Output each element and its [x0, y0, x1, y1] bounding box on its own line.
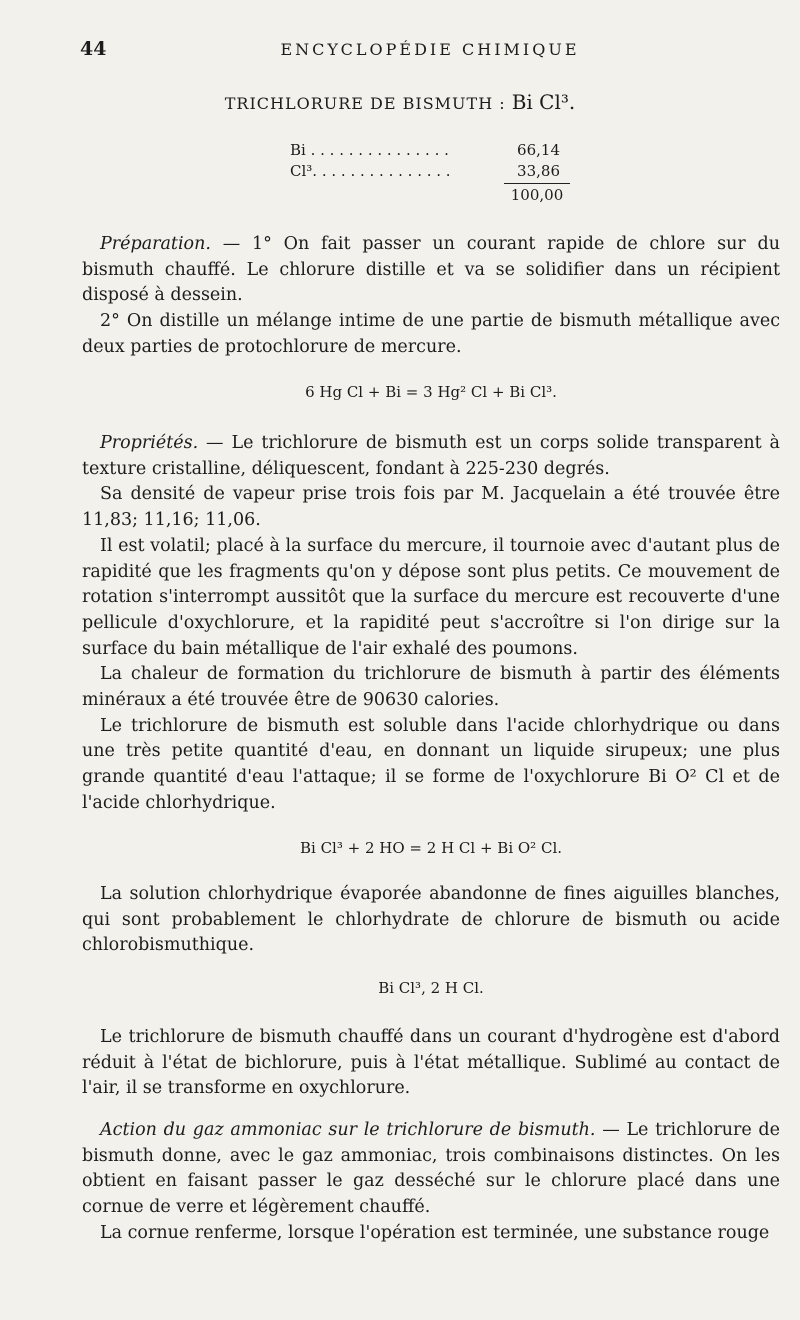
running-title: ENCYCLOPÉDIE CHIMIQUE	[280, 40, 580, 59]
paragraph: La chaleur de formation du trichlorure de bismuth à partir des éléments minéraux a été trouvée être de 90630 calories.	[82, 664, 780, 711]
composition-total: 100,00	[510, 186, 564, 204]
paragraph	[82, 431, 780, 482]
composition-row	[290, 161, 570, 182]
section-title-formula: Bi Cl³.	[511, 90, 576, 114]
equation-block	[82, 976, 780, 1002]
page-number: 44	[80, 38, 107, 60]
page-header	[80, 38, 780, 68]
equation: Bi Cl³ + 2 HO = 2 H Cl + Bi O² Cl.	[299, 839, 563, 857]
preparation-section	[82, 232, 780, 361]
properties-section	[82, 431, 780, 817]
paragraph: La cornue renferme, lorsque l'opération est terminée, une substance rouge	[100, 1222, 770, 1243]
paragraph: Sa densité de vapeur prise trois fois par M. Jacquelain a été trouvée être 11,83; 11,16; 11,06.	[82, 484, 780, 531]
composition-row	[290, 140, 570, 161]
composition-rule	[504, 183, 570, 184]
paragraph-text: — Le trichlorure de bismuth donne, avec le gaz ammoniac, trois combinaisons distinctes. On les obtient en faisant passer le gaz desséché sur le chlorure placé dans une cornue de verre et légèrement chauffé.	[82, 1120, 780, 1218]
equation: Bi Cl³, 2 H Cl.	[378, 979, 484, 997]
equation-block	[82, 380, 780, 406]
composition-value: 66,14	[517, 141, 560, 159]
paragraph: La solution chlorhydrique évaporée abandonne de fines aiguilles blanches, qui sont probablement le chlorhydrate de chlorure de bismuth ou acide chlorobismuthique.	[82, 884, 780, 956]
section-title-text: TRICHLORURE DE BISMUTH :	[224, 94, 506, 113]
paragraph	[82, 232, 780, 309]
composition-element: Bi	[290, 141, 306, 159]
paragraph: 2° On distille un mélange intime de une partie de bismuth métallique avec deux parties de protochlorure de mercure.	[82, 311, 780, 357]
ammonia-section	[82, 1118, 780, 1247]
paragraph: Il est volatil; placé à la surface du mercure, il tournoie avec d'autant plus de rapidité que les fragments qu'on y dépose sont plus petits. Ce mouvement de rotation s'interrompt aussitôt que la surface du mercure est recouverte d'une pellicule d'oxychlorure, et la rapidité peut s'accroître si l'on dirige sur la surface du bain métallique de l'air exhalé des poumons.	[82, 535, 780, 659]
paragraph-text: — Le trichlorure de bismuth est un corps solide transparent à texture cristalline, déliquescent, fondant à 225-230 degrés.	[82, 433, 780, 479]
solution-paragraph-block	[82, 882, 780, 959]
section-title	[0, 90, 800, 114]
composition-dots: . . . . . . . . . . . . . . .	[312, 162, 451, 180]
paragraph-label: Action du gaz ammoniac sur le trichlorure de bismuth.	[100, 1120, 596, 1140]
equation-block	[82, 836, 780, 862]
equation: 6 Hg Cl + Bi = 3 Hg² Cl + Bi Cl³.	[305, 383, 557, 401]
paragraph: Le trichlorure de bismuth chauffé dans un courant d'hydrogène est d'abord réduit à l'état de bichlorure, puis à l'état métallique. Sublimé au contact de l'air, il se transforme en oxychlorure.	[82, 1027, 780, 1099]
composition-element: Cl³	[290, 162, 313, 180]
paragraph	[82, 1118, 780, 1221]
composition-dots: . . . . . . . . . . . . . . .	[305, 141, 449, 159]
composition-table	[290, 140, 570, 204]
paragraph-label: Préparation.	[100, 234, 211, 254]
paragraph-label: Propriétés.	[100, 433, 199, 453]
hydrogen-paragraph-block	[82, 1025, 780, 1102]
paragraph-text: — 1° On fait passer un courant rapide de chlore sur du bismuth chauffé. Le chlorure distille et va se solidifier dans un récipient disposé à dessein.	[82, 234, 780, 306]
composition-value: 33,86	[517, 162, 560, 180]
paragraph: Le trichlorure de bismuth est soluble dans l'acide chlorhydrique ou dans une très petite quantité d'eau, en donnant un liquide sirupeux; une plus grande quantité d'eau l'attaque; il se forme de l'oxychlorure Bi O² Cl et de l'acide chlorhydrique.	[82, 715, 780, 813]
